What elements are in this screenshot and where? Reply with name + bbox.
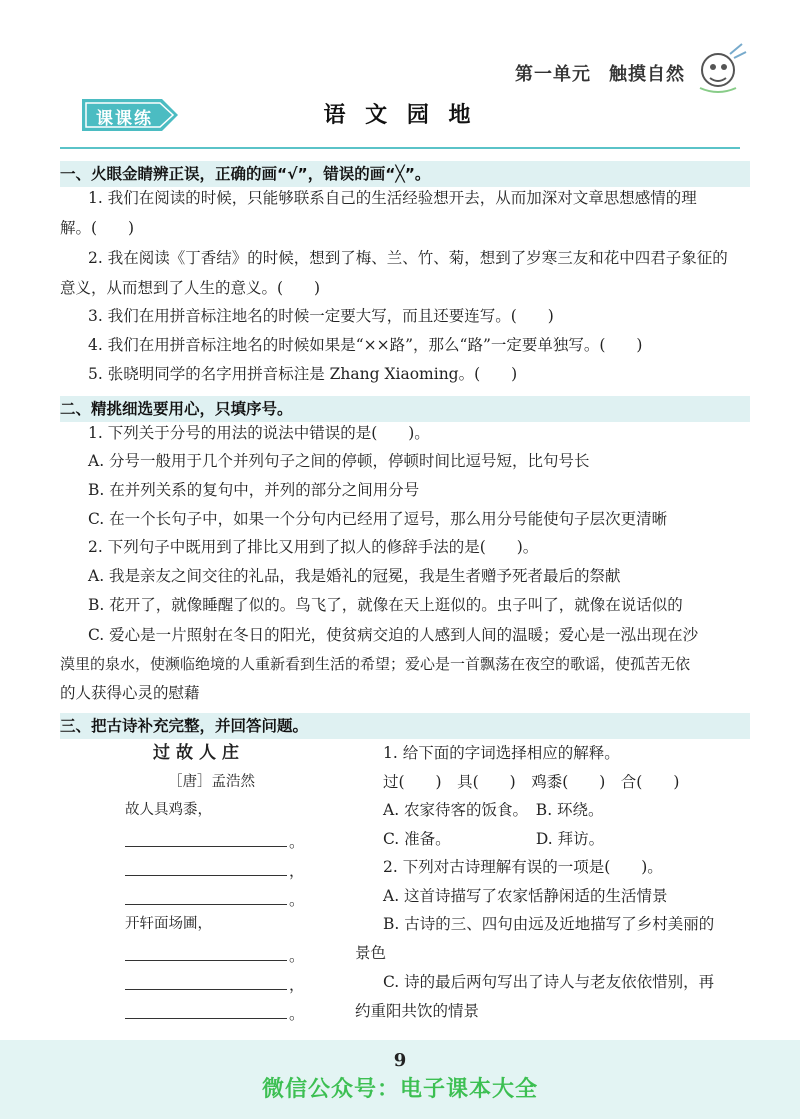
poem-punct: 。 — [289, 833, 305, 851]
poem-title: 过故人庄 — [153, 743, 245, 763]
text-line: A. 分号一般用于几个并列句子之间的停顿，停顿时间比逗号短，比句号长 — [88, 452, 590, 470]
page-title: 语 文 园 地 — [323, 102, 477, 128]
text-line: 5. 张晓明同学的名字用拼音标注是 Zhang Xiaoming。( ) — [88, 365, 518, 383]
unit-header — [515, 60, 703, 86]
question-line: C. 诗的最后两句写出了诗人与老友依依惜别，再 — [383, 973, 715, 991]
question-line: 1. 给下面的字词选择相应的解释。 — [383, 744, 620, 762]
text-line: C. 爱心是一片照射在冬日的阳光，使贫病交迫的人感到人间的温暖；爱心是一泓出现在沙 — [88, 626, 699, 644]
poem-blank[interactable] — [125, 846, 287, 847]
question-line: 过( ) 具( ) 鸡黍( ) 合( ) — [383, 773, 680, 791]
text-line: 的人获得心灵的慰藉 — [60, 684, 200, 702]
unit-label: 第一单元 — [515, 64, 591, 85]
poem-blank[interactable] — [125, 904, 287, 905]
text-line: 1. 我们在阅读的时候，只能够联系自己的生活经验想开去，从而加深对文章思想感情的理 — [88, 189, 697, 207]
text-line: B. 在并列关系的复句中，并列的部分之间用分号 — [88, 481, 420, 499]
poem-line: 开轩面场圃， — [125, 916, 212, 932]
text-line: 4. 我们在用拼音标注地名的时候如果是“××路”，那么“路”一定要单独写。( ) — [88, 336, 643, 354]
text-line: A. 我是亲友之间交往的礼品，我是婚礼的冠冕，我是生者赠予死者最后的祭献 — [88, 567, 621, 585]
question-line: B. 古诗的三、四句由远及近地描写了乡村美丽的 — [383, 915, 715, 933]
poem-punct: ， — [289, 862, 305, 880]
text-line: 意义，从而想到了人生的意义。( ) — [60, 279, 321, 297]
section-heading-1: 一、火眼金睛辨正误，正确的画“√”，错误的画“╳”。 — [60, 161, 750, 187]
poem-blank[interactable] — [125, 1018, 287, 1019]
text-line: B. 花开了，就像睡醒了似的。鸟飞了，就像在天上逛似的。虫子叫了，就像在说话似的 — [88, 596, 683, 614]
question-line: C. 准备。 D. 拜访。 — [383, 830, 605, 848]
poem-line: 故人具鸡黍， — [125, 802, 212, 818]
text-line: 2. 我在阅读《丁香结》的时候，想到了梅、兰、竹、菊，想到了岁寒三友和花中四君子象征的 — [88, 249, 728, 267]
cartoon-logo-icon — [690, 40, 748, 98]
poem-punct: ， — [289, 976, 305, 994]
question-line: 2. 下列对古诗理解有误的一项是( )。 — [383, 858, 663, 876]
poem-author: ［唐］孟浩然 — [168, 774, 255, 790]
unit-theme: 触摸自然 — [609, 64, 685, 85]
section-heading-3: 三、把古诗补充完整，并回答问题。 — [60, 713, 750, 739]
section-heading-2: 二、精挑细选要用心，只填序号。 — [60, 396, 750, 422]
question-line: A. 这首诗描写了农家恬静闲适的生活情景 — [383, 887, 668, 905]
text-line: 解。( ) — [60, 219, 135, 237]
question-line: 约重阳共饮的情景 — [355, 1002, 480, 1020]
text-line: 1. 下列关于分号的用法的说法中错误的是( )。 — [88, 424, 430, 442]
page-number: 9 — [393, 1050, 407, 1071]
question-line: 景色 — [355, 944, 387, 962]
poem-blank[interactable] — [125, 875, 287, 876]
text-line: C. 在一个长句子中，如果一个分句内已经用了逗号，那么用分号能使句子层次更清晰 — [88, 510, 668, 528]
title-divider — [60, 147, 740, 149]
poem-punct: 。 — [289, 891, 305, 909]
text-line: 漠里的泉水，使濒临绝境的人重新看到生活的希望；爱心是一首飘荡在夜空的歌谣，使孤苦无依 — [60, 655, 691, 673]
section-badge: 课课练 — [96, 109, 153, 129]
question-line: A. 农家待客的饭食。 B. 环绕。 — [383, 801, 604, 819]
poem-punct: 。 — [289, 1005, 305, 1023]
poem-punct: 。 — [289, 947, 305, 965]
text-line: 2. 下列句子中既用到了排比又用到了拟人的修辞手法的是( )。 — [88, 538, 539, 556]
poem-blank[interactable] — [125, 989, 287, 990]
poem-blank[interactable] — [125, 960, 287, 961]
text-line: 3. 我们在用拼音标注地名的时候一定要大写，而且还要连写。( ) — [88, 307, 554, 325]
footer-watermark: 微信公众号：电子课本大全 — [261, 1077, 538, 1102]
